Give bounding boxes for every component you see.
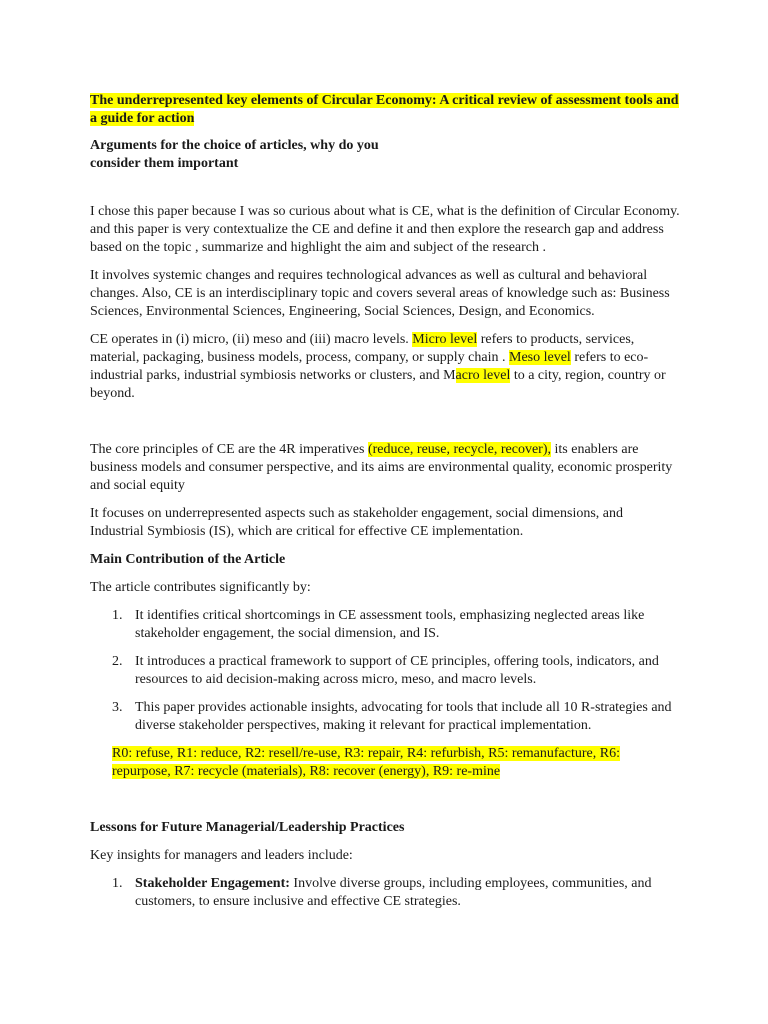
- paragraph-focus: It focuses on underrepresented aspects such as stakeholder engagement, social dimensions, and Industrial Symbiosis (IS), which are critical for effective CE implementation.: [90, 506, 623, 539]
- principles-text-a: The core principles of CE are the 4R imperatives: [90, 442, 368, 457]
- paragraph-intro: I chose this paper because I was so curious about what is CE, what is the definition of Circular Economy. and this paper is very contextualize the CE and define it and then explore the research gap and address based on the topic , summarize and highlight the aim and subject of the research .: [90, 204, 680, 255]
- list-item-text: Involve diverse groups, including employees, communities, and customers, to ensure inclusive and effective CE strategies.: [135, 876, 652, 909]
- micro-level-highlight: Micro level: [412, 332, 478, 347]
- lesson-bold-label: Stakeholder Engagement:: [135, 876, 290, 891]
- list-item-number: 3.: [112, 700, 123, 715]
- contribution-intro: The article contributes significantly by:: [90, 580, 311, 595]
- levels-text-a: CE operates in (i) micro, (ii) meso and (iii) macro levels.: [90, 332, 413, 347]
- list-item-text: It introduces a practical framework to support of CE principles, offering tools, indicators, and resources to aid decision-making across micro, meso, and macro levels.: [135, 654, 659, 687]
- levels-text-d: to a city, region, country or beyond.: [90, 368, 666, 401]
- list-item-number: 1.: [112, 608, 123, 623]
- arguments-heading: [90, 137, 680, 173]
- arguments-heading-line1: Arguments for the choice of articles, why do you: [90, 138, 379, 153]
- list-item: [90, 699, 680, 735]
- list-item: [90, 653, 680, 689]
- levels-text-c: refers to eco-industrial parks, industrial symbiosis networks or clusters, and M: [90, 350, 649, 383]
- list-item: [90, 875, 680, 911]
- lessons-heading: Lessons for Future Managerial/Leadership Practices: [90, 820, 405, 835]
- macro-level-highlight: acro level: [455, 368, 511, 383]
- list-item-text: It identifies critical shortcomings in CE assessment tools, emphasizing neglected areas like stakeholder engagement, the social dimension, and IS.: [135, 608, 645, 641]
- list-item-text: This paper provides actionable insights, advocating for tools that include all 10 R-strategies and diverse stakeholder perspectives, making it relevant for practical implementation.: [135, 700, 672, 733]
- paragraph-systemic: It involves systemic changes and requires technological advances as well as cultural and behavioral changes. Also, CE is an interdisciplinary topic and covers several areas of knowledge such as: Business Sciences, Environmental Sciences, Engineering, Social Sciences, Design, and Economics.: [90, 268, 670, 319]
- arguments-heading-line2: consider them important: [90, 156, 239, 171]
- 4r-highlight: (reduce, reuse, recycle, recover),: [367, 442, 552, 457]
- paragraph-levels: [90, 331, 680, 403]
- r-strategies-highlight: R0: refuse, R1: reduce, R2: resell/re-use, R3: repair, R4: refurbish, R5: remanufacture, R6: repurpose, R7: recycle (materials), R8: recover (energy), R9: re-mine: [112, 746, 620, 779]
- contribution-heading: Main Contribution of the Article: [90, 552, 286, 567]
- list-item: [90, 607, 680, 643]
- list-item-number: 2.: [112, 654, 123, 669]
- lessons-list: [90, 875, 680, 911]
- principles-text-b: its enablers are business models and consumer perspective, and its aims are environmental quality, economic prosperity and social equity: [90, 442, 673, 493]
- levels-text-b: refers to products, services, material, packaging, business models, process, company, or supply chain .: [90, 332, 635, 365]
- list-item-number: 1.: [112, 876, 123, 891]
- title-highlight: The underrepresented key elements of Circular Economy: A critical review of assessment tools and a guide for action: [90, 93, 679, 126]
- paragraph-principles: [90, 441, 680, 495]
- article-title: [90, 92, 680, 128]
- r-strategies-paragraph: [90, 745, 680, 781]
- meso-level-highlight: Meso level: [509, 350, 571, 365]
- lessons-intro: Key insights for managers and leaders include:: [90, 848, 353, 863]
- document-body: [90, 92, 680, 911]
- contribution-list: [90, 607, 680, 735]
